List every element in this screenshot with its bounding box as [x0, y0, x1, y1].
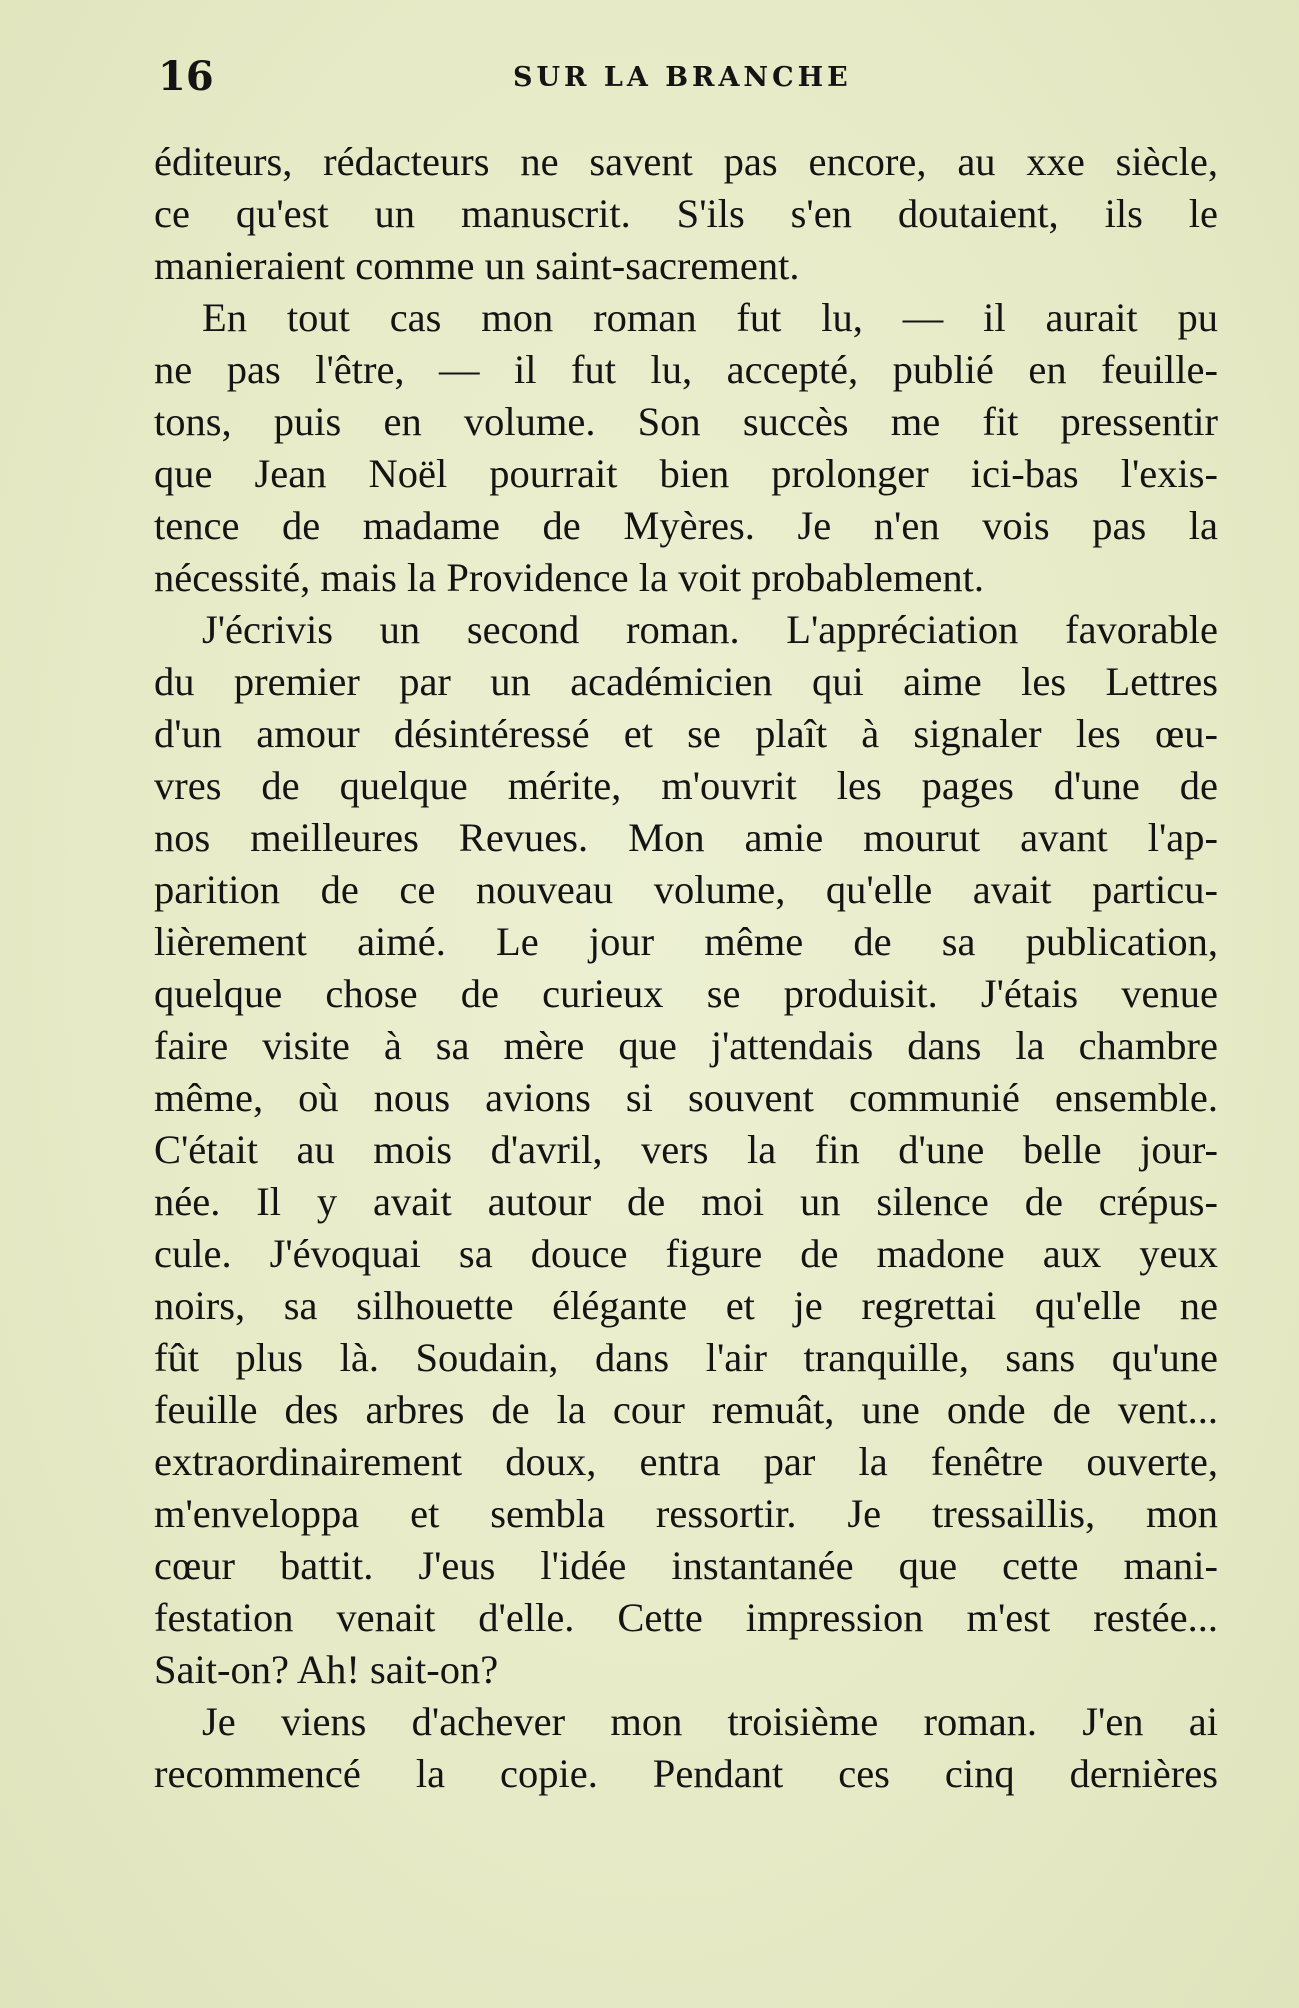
text-line: En tout cas mon roman fut lu, — il aurait pu	[202, 295, 1218, 340]
text-line: née. Il y avait autour de moi un silence de crépus-	[154, 1179, 1218, 1224]
page-header	[158, 52, 1216, 102]
text-line: Je viens d'achever mon troisième roman. J'en ai	[202, 1699, 1218, 1744]
page-number: 16	[158, 53, 214, 100]
text-line: recommencé la copie. Pendant ces cinq dernières	[154, 1751, 1218, 1796]
text-line: cœur battit. J'eus l'idée instantanée que cette mani-	[154, 1543, 1218, 1588]
text-line: nécessité, mais la Providence la voit probablement.	[154, 555, 984, 600]
text-line: tons, puis en volume. Son succès me fit pressentir	[154, 399, 1218, 444]
body-text	[154, 136, 1218, 1800]
text-line: d'un amour désintéressé et se plaît à signaler les œu-	[154, 711, 1218, 756]
text-line: faire visite à sa mère que j'attendais dans la chambre	[154, 1023, 1218, 1068]
text-line: du premier par un académicien qui aime les Lettres	[154, 659, 1218, 704]
text-line: tence de madame de Myères. Je n'en vois pas la	[154, 503, 1218, 548]
text-line: fût plus là. Soudain, dans l'air tranquille, sans qu'une	[154, 1335, 1218, 1380]
text-line: extraordinairement doux, entra par la fenêtre ouverte,	[154, 1439, 1218, 1484]
running-title: SUR LA BRANCHE	[513, 62, 852, 93]
text-line: éditeurs, rédacteurs ne savent pas encore, au xxe siècle,	[154, 139, 1218, 184]
text-line: m'enveloppa et sembla ressortir. Je tressaillis, mon	[154, 1491, 1218, 1536]
text-line: feuille des arbres de la cour remuât, une onde de vent...	[154, 1387, 1218, 1432]
text-line: noirs, sa silhouette élégante et je regrettai qu'elle ne	[154, 1283, 1218, 1328]
text-line: festation venait d'elle. Cette impression m'est restée...	[154, 1595, 1218, 1640]
text-line: C'était au mois d'avril, vers la fin d'une belle jour-	[154, 1127, 1218, 1172]
text-line: ne pas l'être, — il fut lu, accepté, publié en feuille-	[154, 347, 1218, 392]
text-line: ce qu'est un manuscrit. S'ils s'en doutaient, ils le	[154, 191, 1218, 236]
text-line: nos meilleures Revues. Mon amie mourut avant l'ap-	[154, 815, 1218, 860]
text-line: vres de quelque mérite, m'ouvrit les pages d'une de	[154, 763, 1218, 808]
text-line: lièrement aimé. Le jour même de sa publication,	[154, 919, 1218, 964]
text-line: parition de ce nouveau volume, qu'elle avait particu-	[154, 867, 1218, 912]
text-line: J'écrivis un second roman. L'appréciation favorable	[202, 607, 1218, 652]
text-line: quelque chose de curieux se produisit. J'étais venue	[154, 971, 1218, 1016]
text-line: manieraient comme un saint-sacrement.	[154, 243, 800, 288]
text-line: que Jean Noël pourrait bien prolonger ici-bas l'exis-	[154, 451, 1218, 496]
text-line: cule. J'évoquai sa douce figure de madone aux yeux	[154, 1231, 1218, 1276]
text-line: même, où nous avions si souvent communié ensemble.	[154, 1075, 1218, 1120]
text-line: Sait-on? Ah! sait-on?	[154, 1647, 499, 1692]
